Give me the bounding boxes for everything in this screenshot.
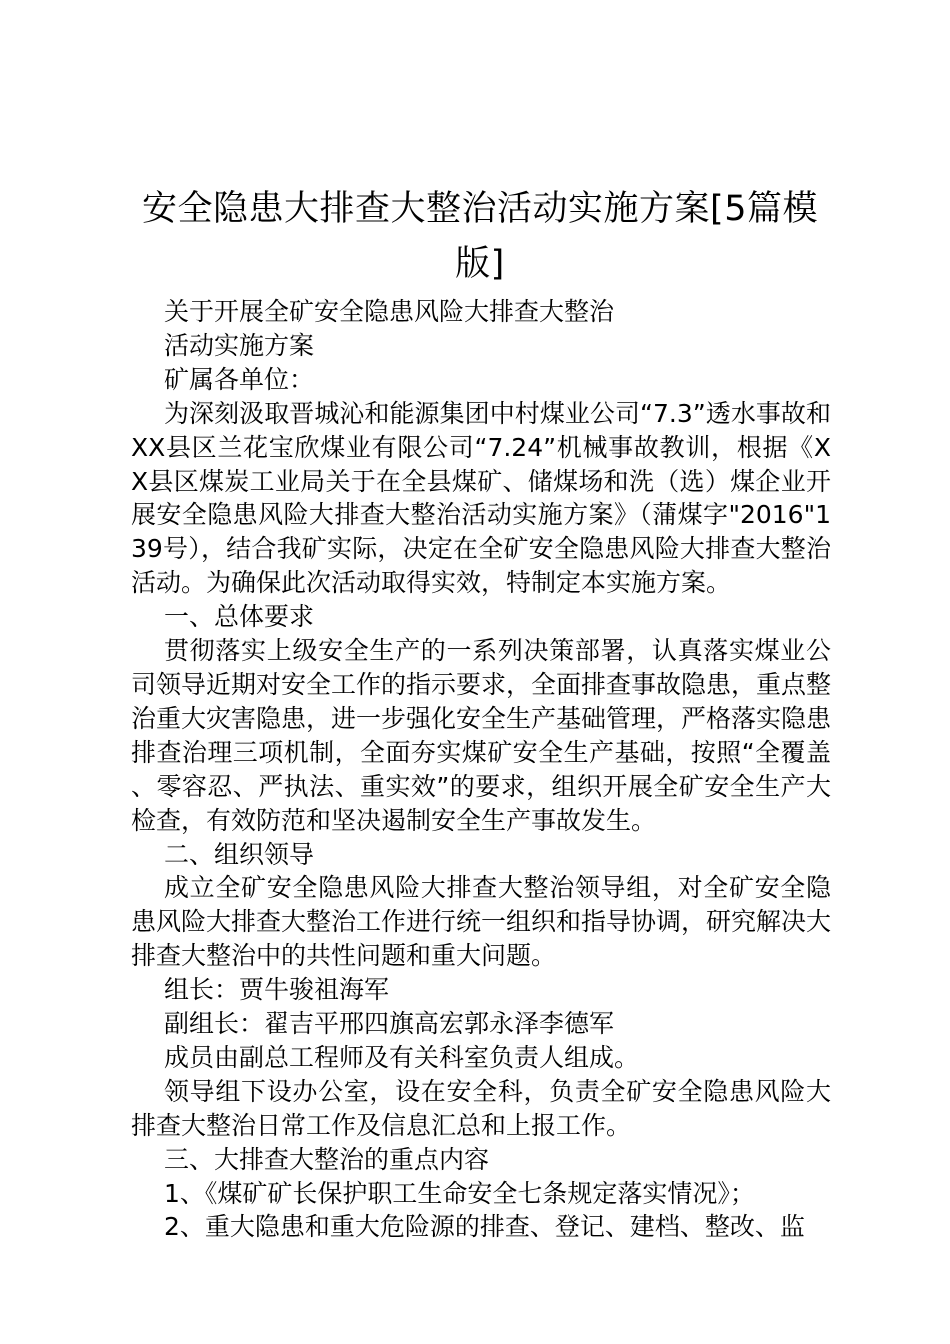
section-heading: 一、总体要求 (164, 602, 315, 632)
body-paragraph: 贯彻落实上级安全生产的一系列决策部署，认真落实煤业公司领导近期对安全工作的指示要求，全面排查事故隐患，重点整治重大灾害隐患，进一步强化安全生产基础管理，严格落实隐患排查治理三项机制，全面夯实煤矿安全生产基础，按照“全覆盖、零容忍、严执法、重实效”的要求，组织开展全矿安全生产大检查，有效防范和坚决遏制安全生产事故发生。 (131, 636, 832, 835)
members-line: 成员由副总工程师及有关科室负责人组成。 (164, 1042, 640, 1072)
deputy-leader-line: 副组长：翟吉平邢四旗高宏郭永泽李德军 (164, 1009, 615, 1039)
document-title: 安全隐患大排查大整治活动实施方案[5篇模版] (142, 189, 818, 284)
document-subtitle-line-2: 活动实施方案 (164, 330, 315, 360)
list-item: 2、重大隐患和重大危险源的排查、登记、建档、整改、监 (164, 1212, 805, 1242)
document-subtitle-line-1: 关于开展全矿安全隐患风险大排查大整治 (164, 297, 615, 326)
list-item: 1、《煤矿矿长保护职工生命安全七条规定落实情况》； (164, 1178, 755, 1208)
section-heading: 二、组织领导 (164, 839, 315, 869)
body-paragraph: 为深刻汲取晋城沁和能源集团中村煤业公司“7.3”透水事故和XX县区兰花宝欣煤业有限公司“7.24”机械事故教训，根据《XX县区煤炭工业局关于在全县煤矿、储煤场和洗（选）煤企业开展安全隐患风险大排查大整治活动实施方案》（蒲煤字"2016"139号），结合我矿实际，决定在全矿安全隐患风险大排查大整治活动。为确保此次活动取得实效，特制定本实施方案。 (131, 398, 831, 598)
section-heading: 三、大排查大整治的重点内容 (164, 1144, 490, 1174)
leader-line: 组长：贾牛骏祖海军 (164, 975, 390, 1005)
body-paragraph: 成立全矿安全隐患风险大排查大整治领导组，对全矿安全隐患风险大排查大整治工作进行统一组织和指导协调，研究解决大排查大整治中的共性问题和重大问题。 (131, 873, 832, 971)
salutation: 矿属各单位： (164, 364, 315, 394)
body-paragraph: 领导组下设办公室，设在安全科，负责全矿安全隐患风险大排查大整治日常工作及信息汇总和上报工作。 (131, 1076, 831, 1140)
document-body (131, 295, 831, 1244)
